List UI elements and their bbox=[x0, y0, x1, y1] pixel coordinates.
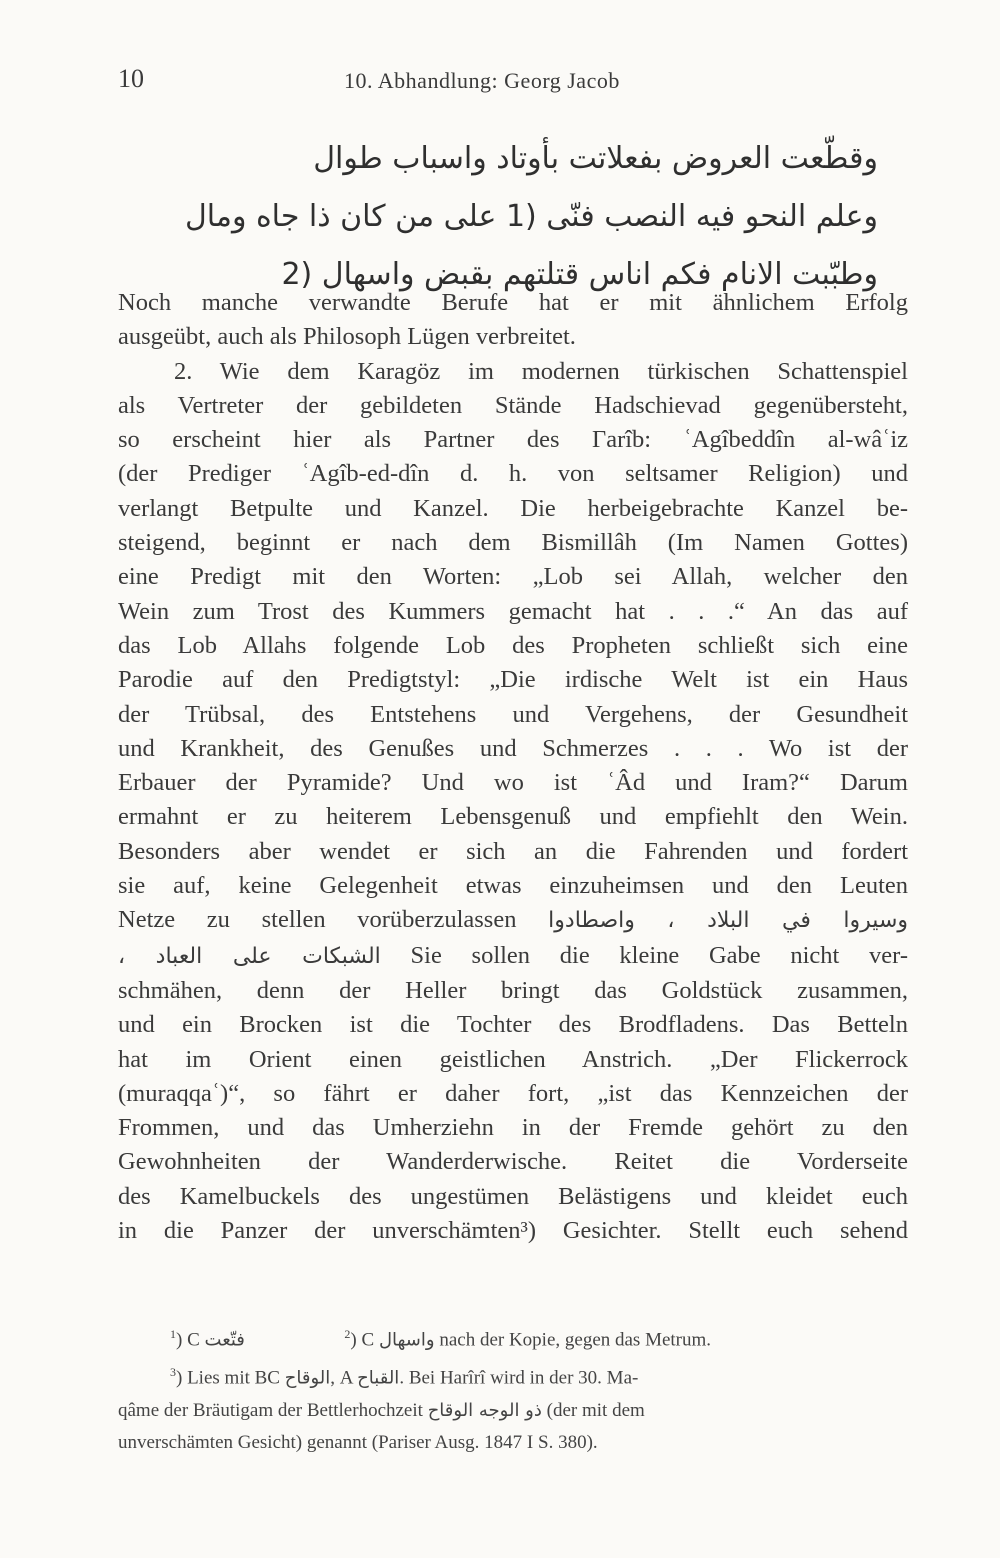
page-number: 10 bbox=[118, 64, 144, 93]
footnote-arabic: القباح bbox=[357, 1367, 400, 1389]
german-text: Sie sollen die kleine Gabe nicht ver- bbox=[410, 941, 909, 969]
text-line: (der Prediger ʿAgîb-ed-dîn d. h. von seltsamer Religion) und bbox=[118, 460, 908, 488]
text-line: 2. Wie dem Karagöz im modernen türkischen Schattenspiel bbox=[174, 357, 908, 385]
text-line: (muraqqaʿ)“, so fährt er daher fort, „ist das Kennzeichen der bbox=[118, 1079, 908, 1107]
arabic-inline-text: وسيروا في البلاد ، واصطادوا bbox=[548, 908, 909, 934]
footnote-text: , A bbox=[330, 1367, 353, 1389]
arabic-inline-text: الشبكات على العباد ، bbox=[118, 943, 381, 969]
text-line-mixed bbox=[118, 903, 908, 938]
text-line: Wein zum Trost des Kummers gemacht hat . . .“ An das auf bbox=[118, 597, 908, 625]
text-line: eine Predigt mit den Worten: „Lob sei Allah, welcher den bbox=[118, 563, 908, 591]
text-line: hat im Orient einen geistlichen Anstrich. „Der Flickerrock bbox=[118, 1045, 908, 1073]
text-line: ermahnt er zu heiterem Lebensgenuß und empfiehlt den Wein. bbox=[118, 803, 908, 831]
text-line-mixed bbox=[118, 939, 908, 974]
german-text: Netze zu stellen vorüberzulassen bbox=[118, 906, 517, 934]
text-line: das Lob Allahs folgende Lob des Propheten schließt sich eine bbox=[118, 631, 908, 659]
arabic-verses bbox=[118, 130, 878, 304]
text-line: Frommen, und das Umherziehn in der Fremde gehört zu den bbox=[118, 1114, 908, 1142]
footnote-line bbox=[118, 1395, 908, 1427]
footnote-mark: 2 bbox=[344, 1327, 351, 1341]
text-line: und Krankheit, des Genußes und Schmerzes . . . Wo ist der bbox=[118, 734, 908, 762]
footnote-text: qâme der Bräutigam der Bettlerhochzeit bbox=[118, 1399, 423, 1421]
footnote-arabic: ذو الوجه الوقاح bbox=[427, 1399, 542, 1421]
footnote-mark: 3 bbox=[170, 1365, 176, 1380]
arabic-verse-line: وطبّبت الانام فكم اناس قتلتهم بقبض واسهال (2 bbox=[281, 257, 878, 292]
text-line: Besonders aber wendet er sich an die Fahrenden und fordert bbox=[118, 837, 908, 865]
footnote-text: . Bei Harîrî wird in der 30. Ma- bbox=[399, 1367, 639, 1389]
text-line: steigend, beginnt er nach dem Bismillâh (Im Namen Gottes) bbox=[118, 529, 908, 557]
text-line: Parodie auf den Predigtstyl: „Die irdische Welt ist ein Haus bbox=[118, 666, 908, 694]
footnote-arabic: فتّعت bbox=[204, 1329, 245, 1351]
text-line: sie auf, keine Gelegenheit etwas einzuheimsen und den Leuten bbox=[118, 872, 908, 900]
footnote-arabic: الوقاح bbox=[284, 1367, 331, 1389]
text-line: Gewohnheiten der Wanderderwische. Reitet die Vorderseite bbox=[118, 1148, 908, 1176]
text-line: in die Panzer der unverschämten³) Gesichter. Stellt euch sehend bbox=[118, 1217, 908, 1245]
text-line: des Kamelbuckels des ungestümen Belästigens und kleidet euch bbox=[118, 1182, 908, 1210]
text-line: Noch manche verwandte Berufe hat er mit ähnlichem Erfolg bbox=[118, 289, 908, 316]
footnote-line: $^1$) C فتّعت $^2$) C واسهال nach der Kopie, gegen das Metrum. bbox=[170, 1327, 712, 1351]
footnote-text: (der mit dem bbox=[546, 1399, 645, 1421]
text-line: schmähen, denn der Heller bringt das Goldstück zusammen, bbox=[118, 976, 908, 1004]
main-text bbox=[118, 286, 908, 1248]
text-line: der Trübsal, des Entstehens und Vergehens, der Gesundheit bbox=[118, 700, 908, 728]
footnote-line: unverschämten Gesicht) genannt (Pariser Ausg. 1847 I S. 380). bbox=[118, 1431, 598, 1453]
footnote-mark: 1 bbox=[170, 1327, 176, 1341]
footnote-arabic: واسهال bbox=[378, 1329, 435, 1351]
footnote-text: Lies mit BC bbox=[187, 1367, 280, 1389]
footnotes bbox=[118, 1318, 908, 1459]
text-line: so erscheint hier als Partner des Γarîb: ʿAgîbeddîn al-wâʿiz bbox=[118, 426, 908, 454]
arabic-verse-line: وعلم النحو فيه النصب فنّى (1 على من كان ذا جاه ومال bbox=[184, 199, 878, 234]
running-title: 10. Abhandlung: Georg Jacob bbox=[344, 68, 620, 93]
footnote-text: C bbox=[187, 1329, 200, 1351]
text-line: als Vertreter der gebildeten Stände Hadschievad gegenübersteht, bbox=[118, 391, 908, 419]
text-line: und ein Brocken ist die Tochter des Brodfladens. Das Betteln bbox=[118, 1011, 908, 1039]
page-header bbox=[118, 64, 908, 104]
arabic-verse-line: وقطّعت العروض بفعلاتت بأوتاد واسباب طوال bbox=[313, 141, 878, 176]
text-line: verlangt Betpulte und Kanzel. Die herbeigebrachte Kanzel be- bbox=[118, 494, 908, 522]
footnote-text: nach der Kopie, gegen das Metrum. bbox=[439, 1329, 712, 1351]
footnote-text: C bbox=[361, 1329, 375, 1351]
footnote-line: $^3$) Lies mit BC الوقاح, A القباح. Bei Harîrî wird in der 30. Ma- bbox=[170, 1365, 639, 1389]
text-line: Erbauer der Pyramide? Und wo ist ʿÂd und Iram?“ Darum bbox=[118, 769, 908, 797]
text-line: ausgeübt, auch als Philosoph Lügen verbreitet. bbox=[118, 323, 576, 351]
